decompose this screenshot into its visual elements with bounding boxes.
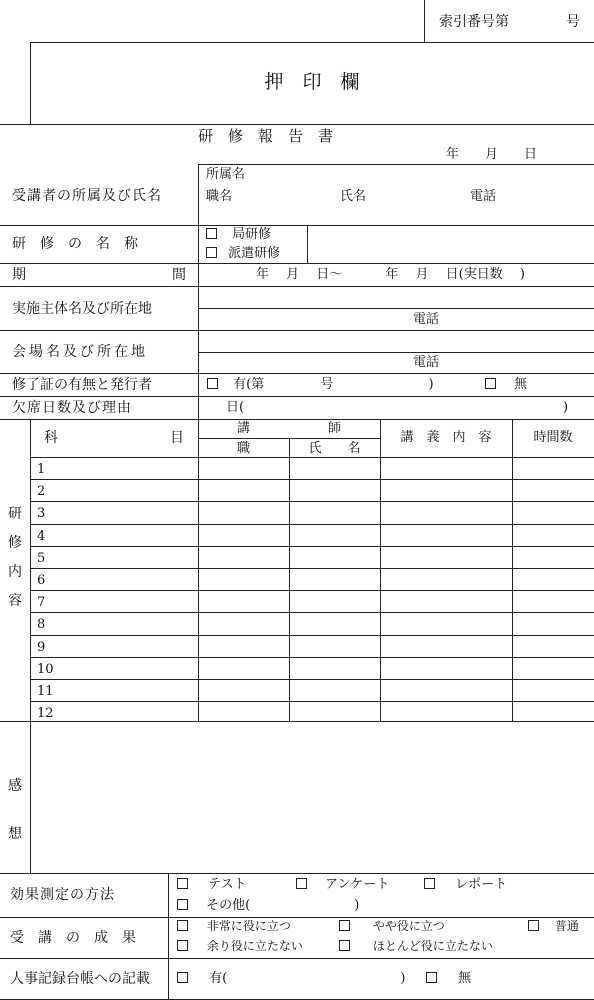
table-row-number: 9 (37, 640, 46, 655)
certificate-no-option[interactable] (485, 378, 527, 391)
hr-record-no-option[interactable] (426, 972, 471, 985)
rule (30, 419, 31, 873)
table-row-number: 4 (37, 529, 46, 544)
lecture-content-header: 講 義 内 容 (400, 430, 492, 445)
table-row-number: 10 (37, 662, 54, 677)
rule (198, 419, 199, 721)
outcome-somewhat-useful[interactable] (339, 920, 445, 932)
outcome-not-very-useful[interactable] (177, 940, 303, 952)
checkbox-icon[interactable] (177, 878, 188, 889)
side-char: 容 (8, 593, 22, 609)
row-divider (30, 546, 594, 547)
form-top-border (0, 124, 594, 125)
rule (0, 958, 594, 959)
option-label: 普通 (554, 919, 579, 933)
checkbox-icon[interactable] (207, 378, 218, 389)
content-side-label (0, 500, 30, 616)
rule (0, 263, 594, 264)
report-date: 年 月 日 (446, 147, 538, 162)
rule (0, 286, 594, 287)
rule (198, 352, 594, 353)
rule (380, 419, 381, 721)
period-text: 年 月 日〜 年 月 日(実日数 ) (256, 267, 525, 282)
option-label: 余り役に立たない (206, 939, 303, 953)
row-divider (30, 524, 594, 525)
outcome-label: 受 講 の 成 果 (10, 930, 136, 946)
rule (307, 225, 308, 263)
organizer-label: 実施主体名及び所在地 (12, 301, 152, 317)
subject-header: 科 目 (44, 430, 184, 446)
side-char: 感 (8, 778, 22, 794)
table-row-number: 6 (37, 573, 46, 588)
hr-record-yes-text: 有( ) (209, 971, 406, 986)
option-dispatch-training[interactable] (206, 247, 280, 260)
checkbox-icon[interactable] (426, 972, 437, 983)
rule (0, 330, 594, 331)
outcome-hardly-useful[interactable] (339, 940, 493, 952)
row-divider (30, 635, 594, 636)
absence-close-paren: ) (563, 400, 569, 415)
outcome-very-useful[interactable] (177, 920, 291, 932)
rule (0, 373, 594, 374)
rule (198, 438, 380, 439)
option-label: アンケート (325, 877, 390, 892)
table-row-number: 3 (37, 506, 46, 521)
checkbox-icon[interactable] (206, 228, 217, 239)
option-label: 局研修 (232, 227, 272, 242)
rule (512, 419, 513, 721)
rule (0, 873, 594, 874)
option-label: ほとんど役に立たない (372, 939, 493, 953)
name-label: 氏名 (340, 189, 367, 204)
lecturer-header: 講 師 (236, 421, 341, 436)
certificate-yes-text: 有(第 号 ) (233, 377, 434, 392)
option-label: 非常に役に立つ (206, 919, 291, 933)
option-label: その他( ) (206, 898, 360, 913)
option-label: 派遣研修 (228, 246, 281, 261)
evaluation-other-option[interactable] (177, 899, 359, 912)
position-label: 職名 (206, 189, 233, 204)
option-label: レポート (455, 877, 508, 892)
checkbox-icon[interactable] (339, 920, 350, 931)
trainee-phone-label: 電話 (470, 189, 497, 204)
venue-label: 会場名及び所在地 (12, 344, 148, 360)
rule (168, 873, 169, 999)
organizer-phone-label: 電話 (413, 312, 440, 327)
impressions-side-label (0, 762, 30, 858)
rule (198, 164, 199, 419)
seal-top-border (30, 42, 594, 43)
absence-label: 欠席日数及び理由 (12, 400, 132, 416)
side-char: 研 (8, 506, 22, 522)
row-divider (30, 568, 594, 569)
checkbox-icon[interactable] (177, 899, 188, 910)
rule (0, 396, 594, 397)
index-number-label: 索引番号第 (439, 14, 509, 30)
row-divider (30, 457, 594, 458)
checkbox-icon[interactable] (177, 920, 188, 931)
checkbox-icon[interactable] (206, 247, 217, 258)
rule (0, 419, 594, 420)
row-divider (30, 590, 594, 591)
certificate-label: 修了証の有無と発行者 (12, 377, 152, 393)
evaluation-report-option[interactable] (424, 878, 507, 891)
trainee-label: 受講者の所属及び氏名 (12, 188, 162, 204)
rule (198, 164, 594, 165)
certificate-no-text: 無 (514, 377, 528, 392)
option-label: やや役に立つ (372, 919, 445, 933)
lecturer-name-header: 氏 名 (308, 441, 361, 456)
rule (0, 721, 594, 722)
training-name-label: 研 修 の 名 称 (12, 236, 138, 252)
absence-days-text: 日( (226, 400, 245, 415)
rule (0, 225, 594, 226)
affiliation-label: 所属名 (206, 167, 246, 182)
report-title: 研 修 報 告 書 (198, 127, 334, 145)
side-char: 内 (8, 564, 22, 580)
checkbox-icon[interactable] (424, 878, 435, 889)
table-row-number: 5 (37, 551, 46, 566)
certificate-yes-option[interactable] (207, 378, 434, 391)
row-divider (30, 701, 594, 702)
table-row-number: 1 (37, 462, 46, 477)
row-divider (30, 501, 594, 502)
checkbox-icon[interactable] (296, 878, 307, 889)
hr-record-no-text: 無 (458, 971, 472, 986)
option-label: テスト (208, 877, 247, 892)
period-label-left: 期 (12, 267, 26, 283)
row-divider (30, 479, 594, 480)
evaluation-test-option[interactable] (177, 878, 247, 891)
checkbox-icon[interactable] (177, 940, 188, 951)
checkbox-icon[interactable] (177, 972, 188, 983)
checkbox-icon[interactable] (339, 940, 350, 951)
venue-phone-label: 電話 (413, 355, 440, 370)
index-number-suffix: 号 (566, 14, 580, 30)
lecturer-position-header: 職 (236, 441, 250, 456)
row-divider (30, 679, 594, 680)
checkbox-icon[interactable] (528, 920, 539, 931)
table-row-number: 2 (37, 484, 46, 499)
seal-label: 押 印 欄 (264, 71, 360, 93)
rule (0, 917, 594, 918)
row-divider (30, 657, 594, 658)
table-row-number: 11 (37, 684, 54, 699)
hr-record-yes-option[interactable] (177, 972, 405, 985)
option-local-training[interactable] (206, 228, 271, 241)
hours-header: 時間数 (533, 430, 573, 445)
outcome-normal[interactable] (528, 920, 579, 932)
table-row-number: 7 (37, 595, 46, 610)
table-row-number: 8 (37, 617, 46, 632)
rule (198, 308, 594, 309)
evaluation-survey-option[interactable] (296, 878, 389, 891)
index-box-left-border (424, 0, 425, 42)
period-label-right: 間 (172, 267, 186, 283)
side-char: 想 (8, 826, 22, 842)
table-row-number: 12 (37, 706, 54, 721)
evaluation-label: 効果測定の方法 (10, 887, 115, 903)
checkbox-icon[interactable] (485, 378, 496, 389)
hr-record-label: 人事記録台帳への記載 (10, 971, 150, 987)
row-divider (30, 612, 594, 613)
side-char: 修 (8, 535, 22, 551)
